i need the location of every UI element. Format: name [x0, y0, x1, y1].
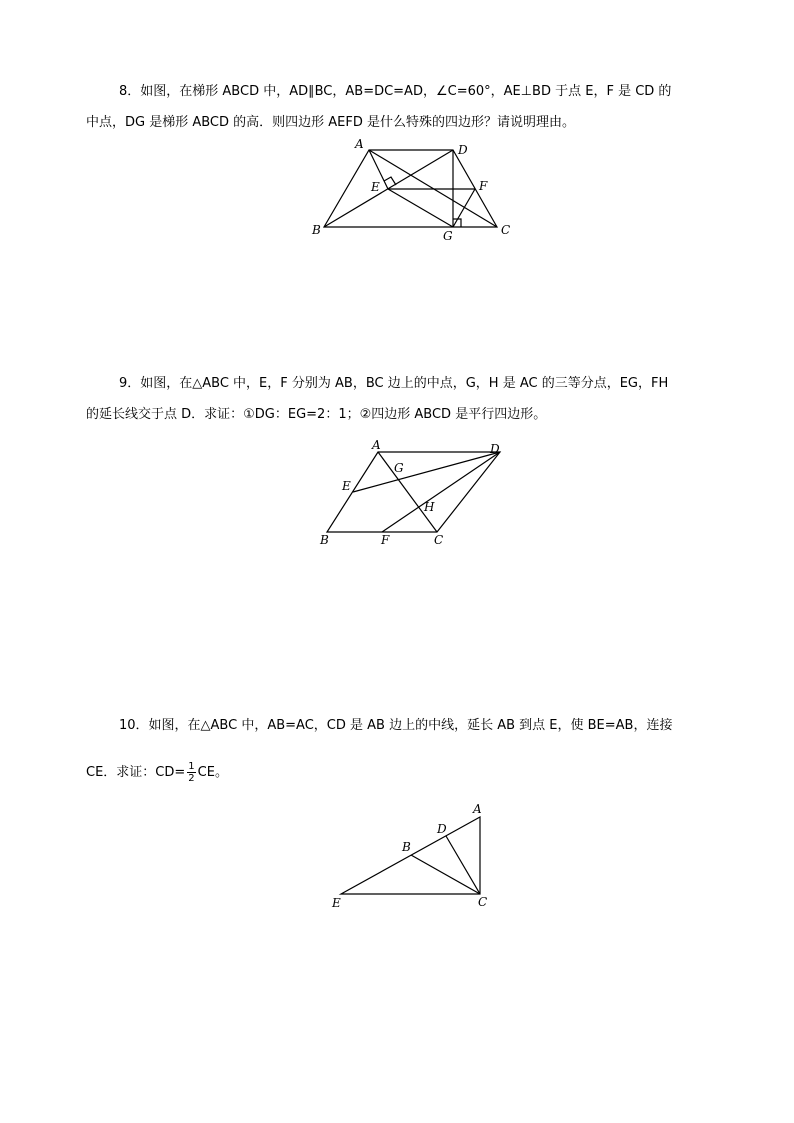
problem-10-line-2-prefix: CE．求证：CD=	[86, 765, 186, 780]
fraction-denominator: 2	[188, 773, 195, 784]
problem-8-line-2: 中点，DG 是梯形 ABCD 的高．则四边形 AEFD 是什么特殊的四边形？请说明理由。	[86, 115, 576, 130]
label-f: F	[381, 533, 390, 547]
problem-10	[86, 710, 716, 788]
label-h: H	[424, 500, 435, 514]
figure-8-trapezoid	[300, 135, 530, 245]
label-d: D	[437, 822, 447, 836]
label-d: D	[490, 442, 500, 456]
fraction-numerator: 1	[188, 761, 195, 772]
label-d: D	[458, 143, 468, 157]
label-e: E	[342, 479, 351, 493]
label-g: G	[443, 229, 453, 243]
label-b: B	[402, 840, 411, 854]
label-g: G	[394, 461, 404, 475]
label-e: E	[332, 896, 341, 910]
problem-10-line-2	[86, 757, 716, 788]
label-a: A	[372, 438, 381, 452]
problem-9-line-2: 的延长线交于点 D．求证：①DG：EG=2：1；②四边形 ABCD 是平行四边形。	[86, 407, 547, 422]
problem-9-line-1: 9．如图，在△ABC 中，E，F 分别为 AB，BC 边上的中点，G，H 是 AC 的三等分点，EG，FH	[119, 376, 669, 391]
label-c: C	[478, 895, 488, 909]
problem-9	[86, 368, 716, 430]
segment-fg	[453, 189, 475, 227]
figure-10-triangle	[325, 795, 500, 910]
problem-10-line-1: 10．如图，在△ABC 中，AB=AC，CD 是 AB 边上的中线，延长 AB 到点 E，使 BE=AB，连接	[119, 718, 673, 733]
parallelogram-abcd	[327, 452, 500, 532]
problem-8-line-1: 8．如图，在梯形 ABCD 中，AD∥BC，AB=DC=AD，∠C=60°，AE⊥BD 于点 E，F 是 CD 的	[119, 84, 672, 99]
label-b: B	[320, 533, 329, 547]
segment-ac	[378, 452, 437, 532]
problem-8	[86, 76, 716, 138]
label-a: A	[473, 802, 482, 816]
segment-dc	[446, 836, 480, 894]
figure-9-parallelogram	[310, 435, 510, 550]
label-e: E	[371, 180, 380, 194]
label-b: B	[312, 223, 321, 237]
label-f: F	[479, 179, 488, 193]
label-a: A	[355, 137, 364, 151]
label-c: C	[501, 223, 511, 237]
segment-bc	[411, 855, 480, 894]
fraction-one-half	[187, 761, 195, 784]
label-c: C	[434, 533, 444, 547]
segment-ed	[353, 452, 500, 492]
problem-10-line-2-suffix: CE。	[197, 765, 228, 780]
